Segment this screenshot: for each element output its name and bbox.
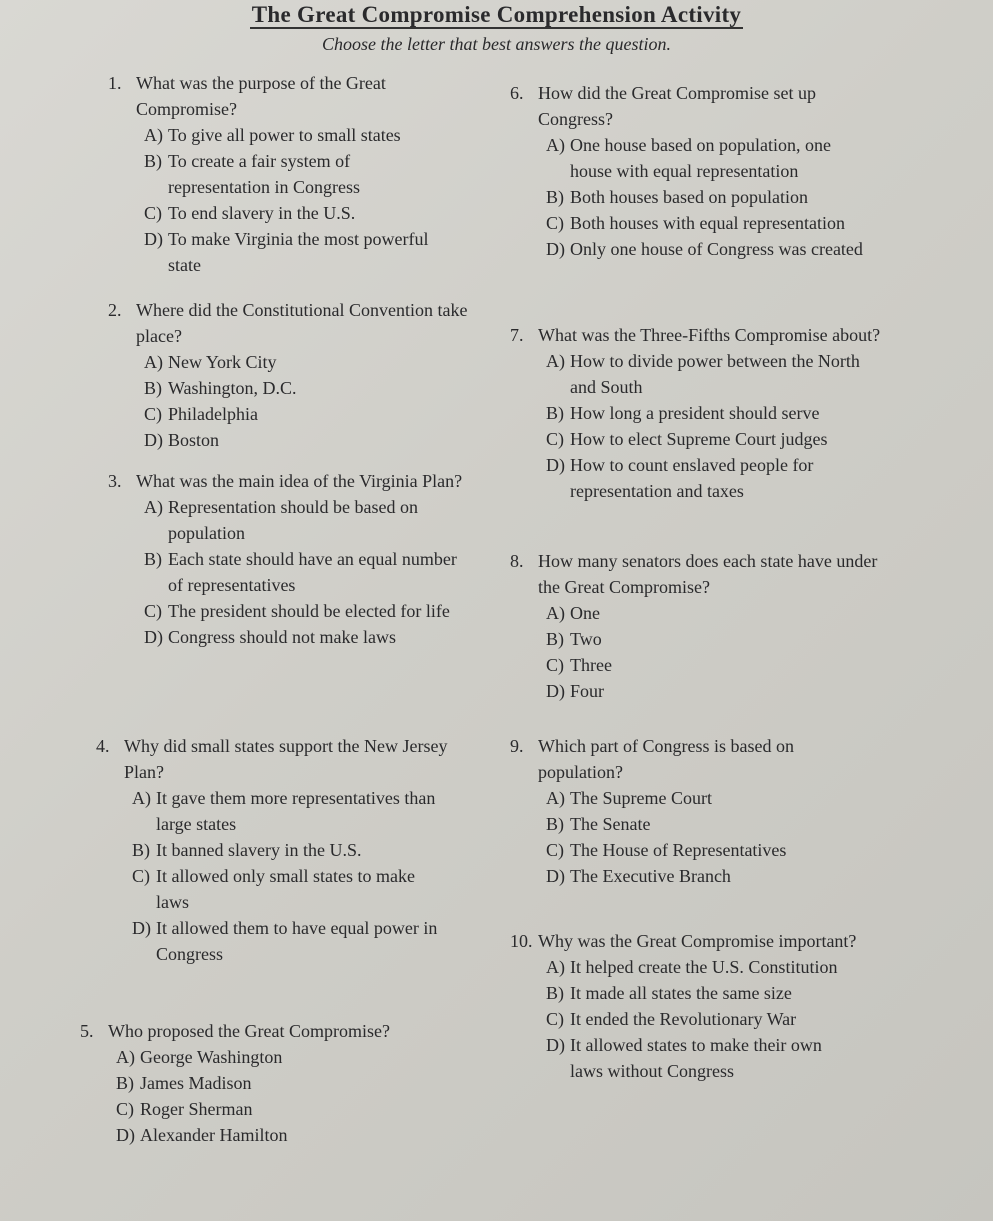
option-text: How long a president should serve: [570, 403, 820, 423]
option-letter: C): [144, 601, 162, 621]
option-text: Congress should not make laws: [168, 627, 396, 647]
question-9: [510, 733, 880, 889]
option-text: Only one house of Congress was created: [570, 239, 863, 259]
option-letter: C): [546, 1009, 564, 1029]
option-letter: C): [546, 840, 564, 860]
question-text: Who proposed the Great Compromise?: [108, 1021, 390, 1041]
answer-option: [546, 678, 866, 704]
option-text: James Madison: [140, 1073, 252, 1093]
answer-option: [144, 427, 464, 453]
answer-option: [144, 375, 464, 401]
question-header: [510, 733, 880, 785]
option-letter: A): [144, 352, 163, 372]
option-letter: A): [144, 497, 163, 517]
answer-option: [546, 184, 866, 210]
option-letter: D): [546, 866, 565, 886]
option-text: How to divide power between the North and South: [570, 351, 860, 397]
question-text: What was the Three-Fifths Compromise about?: [538, 325, 881, 345]
option-letter: C): [546, 655, 564, 675]
answer-option: [144, 122, 444, 148]
option-letter: C): [546, 429, 564, 449]
answer-option: [144, 401, 464, 427]
option-text: To make Virginia the most powerful state: [168, 229, 429, 275]
worksheet-title: The Great Compromise Comprehension Activity: [251, 2, 742, 27]
question-number: 3.: [108, 471, 122, 491]
option-text: The Executive Branch: [570, 866, 731, 886]
option-letter: D): [144, 430, 163, 450]
option-letter: B): [546, 187, 564, 207]
option-letter: C): [116, 1099, 134, 1119]
question-7: [510, 322, 900, 504]
option-text: The House of Representatives: [570, 840, 787, 860]
option-text: Both houses based on population: [570, 187, 808, 207]
question-number: 10.: [510, 931, 533, 951]
question-text: Why did small states support the New Jersey Plan?: [124, 736, 448, 782]
option-text: It banned slavery in the U.S.: [156, 840, 362, 860]
option-text: Two: [570, 629, 602, 649]
answer-option: [546, 785, 866, 811]
question-text: Why was the Great Compromise important?: [538, 931, 857, 951]
option-letter: B): [546, 983, 564, 1003]
question-header: [80, 1018, 480, 1044]
answer-option: [116, 1044, 436, 1070]
question-header: [108, 297, 478, 349]
question-header: [108, 70, 458, 122]
answer-option: [144, 200, 444, 226]
option-letter: A): [116, 1047, 135, 1067]
option-text: The Supreme Court: [570, 788, 712, 808]
answer-options: [144, 349, 464, 453]
option-letter: C): [132, 866, 150, 886]
option-letter: D): [546, 239, 565, 259]
option-text: To end slavery in the U.S.: [168, 203, 356, 223]
question-number: 8.: [510, 551, 524, 571]
question-header: [510, 322, 900, 348]
answer-option: [546, 348, 866, 400]
question-1: [108, 70, 458, 278]
option-letter: D): [546, 1035, 565, 1055]
answer-option: [144, 226, 444, 278]
option-letter: B): [546, 403, 564, 423]
question-text: How many senators does each state have under the Great Compromise?: [538, 551, 878, 597]
answer-options: [546, 132, 866, 262]
answer-option: [546, 132, 866, 184]
option-letter: A): [132, 788, 151, 808]
answer-option: [116, 1122, 436, 1148]
answer-option: [546, 236, 866, 262]
option-text: The president should be elected for life: [168, 601, 450, 621]
answer-option: [144, 148, 444, 200]
option-text: It allowed them to have equal power in Congress: [156, 918, 438, 964]
option-letter: D): [144, 229, 163, 249]
option-text: George Washington: [140, 1047, 283, 1067]
question-3: [108, 468, 488, 650]
option-letter: A): [546, 351, 565, 371]
option-letter: A): [144, 125, 163, 145]
option-text: It made all states the same size: [570, 983, 792, 1003]
question-header: [510, 548, 900, 600]
option-text: How to elect Supreme Court judges: [570, 429, 828, 449]
answer-options: [144, 122, 444, 278]
answer-option: [144, 546, 464, 598]
option-letter: D): [546, 455, 565, 475]
option-text: The Senate: [570, 814, 651, 834]
option-text: To create a fair system of representation in Congress: [168, 151, 360, 197]
option-text: New York City: [168, 352, 277, 372]
option-text: One house based on population, one house with equal representation: [570, 135, 831, 181]
option-letter: C): [144, 203, 162, 223]
option-letter: D): [546, 681, 565, 701]
question-number: 7.: [510, 325, 524, 345]
question-header: [108, 468, 488, 494]
worksheet-instructions: Choose the letter that best answers the question.: [322, 34, 671, 54]
answer-options: [546, 785, 866, 889]
question-number: 1.: [108, 73, 122, 93]
answer-option: [132, 915, 452, 967]
question-10: [510, 928, 870, 1084]
option-letter: D): [132, 918, 151, 938]
option-letter: B): [144, 151, 162, 171]
option-letter: C): [546, 213, 564, 233]
answer-option: [116, 1070, 436, 1096]
option-letter: B): [144, 378, 162, 398]
answer-option: [144, 624, 464, 650]
answer-option: [546, 626, 866, 652]
option-text: It gave them more representatives than large states: [156, 788, 436, 834]
question-text: Where did the Constitutional Convention take place?: [136, 300, 468, 346]
question-header: [510, 928, 870, 954]
option-text: It ended the Revolutionary War: [570, 1009, 797, 1029]
question-6: [510, 80, 890, 262]
question-text: How did the Great Compromise set up Congress?: [538, 83, 816, 129]
answer-option: [132, 837, 452, 863]
option-text: Three: [570, 655, 612, 675]
answer-option: [546, 210, 866, 236]
option-letter: A): [546, 957, 565, 977]
answer-option: [132, 785, 452, 837]
option-text: Each state should have an equal number of representatives: [168, 549, 457, 595]
option-letter: B): [132, 840, 150, 860]
answer-options: [116, 1044, 436, 1148]
option-text: To give all power to small states: [168, 125, 401, 145]
question-number: 9.: [510, 736, 524, 756]
question-text: Which part of Congress is based on population?: [538, 736, 794, 782]
option-text: It allowed only small states to make laws: [156, 866, 415, 912]
option-letter: B): [116, 1073, 134, 1093]
option-text: It allowed states to make their own laws without Congress: [570, 1035, 822, 1081]
answer-option: [546, 1032, 846, 1084]
question-header: [96, 733, 476, 785]
option-text: Philadelphia: [168, 404, 258, 424]
question-number: 6.: [510, 83, 524, 103]
question-text: What was the main idea of the Virginia Plan?: [136, 471, 463, 491]
option-text: Both houses with equal representation: [570, 213, 845, 233]
answer-options: [144, 494, 464, 650]
question-5: [80, 1018, 480, 1148]
answer-option: [144, 494, 464, 546]
answer-option: [546, 652, 866, 678]
answer-options: [132, 785, 452, 967]
option-text: Alexander Hamilton: [140, 1125, 288, 1145]
question-4: [96, 733, 476, 967]
option-text: Four: [570, 681, 605, 701]
question-header: [510, 80, 890, 132]
answer-option: [546, 837, 866, 863]
option-text: Roger Sherman: [140, 1099, 253, 1119]
option-text: Boston: [168, 430, 220, 450]
answer-option: [546, 600, 866, 626]
option-text: One: [570, 603, 600, 623]
question-2: [108, 297, 478, 453]
answer-option: [546, 426, 866, 452]
option-letter: D): [116, 1125, 135, 1145]
answer-options: [546, 348, 866, 504]
option-letter: C): [144, 404, 162, 424]
answer-option: [546, 811, 866, 837]
option-text: Washington, D.C.: [168, 378, 297, 398]
option-letter: B): [546, 629, 564, 649]
answer-options: [546, 954, 846, 1084]
option-text: How to count enslaved people for representation and taxes: [570, 455, 814, 501]
answer-option: [116, 1096, 436, 1122]
option-letter: A): [546, 603, 565, 623]
answer-options: [546, 600, 866, 704]
answer-option: [546, 400, 866, 426]
answer-option: [144, 598, 464, 624]
answer-option: [132, 863, 452, 915]
question-number: 5.: [80, 1021, 94, 1041]
option-letter: A): [546, 788, 565, 808]
answer-option: [546, 452, 866, 504]
option-text: Representation should be based on population: [168, 497, 418, 543]
option-letter: D): [144, 627, 163, 647]
option-letter: B): [144, 549, 162, 569]
question-number: 4.: [96, 736, 110, 756]
question-number: 2.: [108, 300, 122, 320]
question-text: What was the purpose of the Great Compromise?: [136, 73, 386, 119]
option-letter: B): [546, 814, 564, 834]
answer-option: [546, 1006, 846, 1032]
answer-option: [546, 954, 846, 980]
answer-option: [144, 349, 464, 375]
option-text: It helped create the U.S. Constitution: [570, 957, 838, 977]
option-letter: A): [546, 135, 565, 155]
answer-option: [546, 980, 846, 1006]
answer-option: [546, 863, 866, 889]
question-8: [510, 548, 900, 704]
